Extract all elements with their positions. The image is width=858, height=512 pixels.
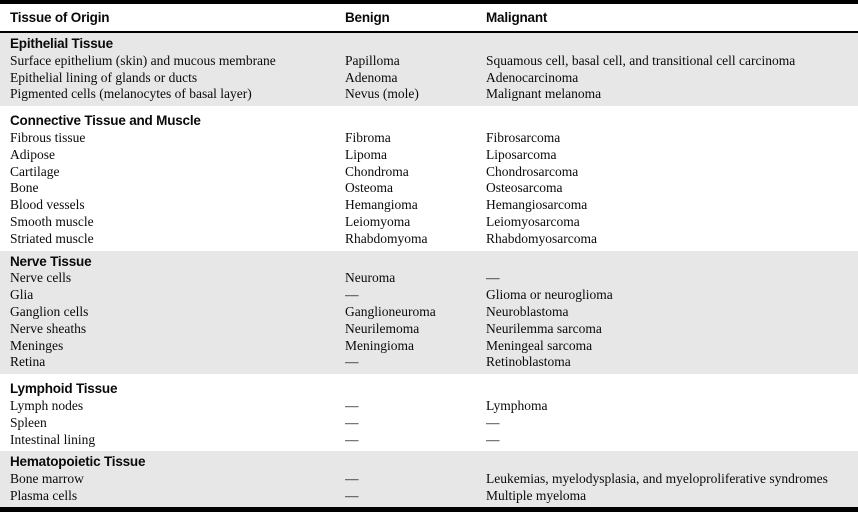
malignant-cell: — (486, 414, 500, 430)
section-title: Epithelial Tissue (10, 36, 113, 51)
benign-cell: — (345, 354, 359, 370)
section-title: Connective Tissue and Muscle (10, 113, 201, 129)
benign-cell: Lipoma (345, 146, 387, 162)
malignant-cell: Fibrosarcoma (486, 129, 561, 145)
malignant-cell: Leukemias, myelodysplasia, and myeloproliferative syndromes (486, 471, 828, 487)
malignant-cell: Multiple myeloma (486, 487, 587, 503)
tissue-cell: Blood vessels (10, 197, 85, 213)
tissue-cell: Glia (10, 287, 34, 303)
table-row (0, 86, 858, 103)
tissue-cell: Nerve sheaths (10, 320, 87, 336)
malignant-cell: Leiomyosarcoma (486, 213, 580, 229)
malignant-cell: Glioma or neuroglioma (486, 287, 613, 303)
malignant-cell: Malignant melanoma (486, 86, 602, 102)
malignant-cell: Liposarcoma (486, 146, 557, 162)
table-row (0, 164, 858, 181)
table-row (0, 432, 858, 449)
malignant-cell: Lymphoma (486, 397, 548, 413)
tissue-cell: Epithelial lining of glands or ducts (10, 69, 198, 85)
section-connective-tissue-and-muscle (0, 106, 858, 250)
column-header-benign: Benign (345, 10, 390, 25)
tissue-cell: Adipose (10, 146, 55, 162)
benign-cell: Neuroma (345, 270, 396, 286)
table-row (0, 147, 858, 164)
tissue-cell: Lymph nodes (10, 397, 84, 413)
benign-cell: Hemangioma (345, 197, 418, 213)
tissue-cell: Plasma cells (10, 487, 78, 503)
benign-cell: Rhabdomyoma (345, 230, 428, 246)
column-header-malignant: Malignant (486, 10, 548, 25)
benign-cell: — (345, 287, 359, 303)
tissue-cell: Meninges (10, 337, 64, 353)
section-title: Lymphoid Tissue (10, 381, 118, 397)
table-row (0, 197, 858, 214)
table-body (0, 33, 858, 508)
malignant-cell: Chondrosarcoma (486, 163, 579, 179)
tissue-cell: Cartilage (10, 163, 60, 179)
table-row (0, 415, 858, 432)
tissue-cell: Smooth muscle (10, 213, 94, 229)
tissue-cell: Ganglion cells (10, 303, 89, 319)
table-row (0, 488, 858, 505)
section-epithelial-tissue (0, 33, 858, 106)
benign-cell: Fibroma (345, 129, 391, 145)
benign-cell: — (345, 431, 359, 447)
malignant-cell: Retinoblastoma (486, 354, 571, 370)
benign-cell: — (345, 471, 359, 487)
table-row (0, 270, 858, 287)
table-row (0, 354, 858, 371)
benign-cell: — (345, 397, 359, 413)
table-row (0, 130, 858, 147)
table-row (0, 321, 858, 338)
benign-cell: Neurilemoma (345, 320, 420, 336)
benign-cell: Ganglioneuroma (345, 303, 436, 319)
tissue-cell: Striated muscle (10, 230, 94, 246)
table-row (0, 338, 858, 355)
section-title: Nerve Tissue (10, 253, 92, 269)
section-lymphoid-tissue (0, 374, 858, 451)
section-hematopoietic-tissue (0, 451, 858, 507)
tissue-cell: Spleen (10, 414, 47, 430)
column-header-tissue-of-origin: Tissue of Origin (10, 10, 110, 25)
benign-cell: — (345, 414, 359, 430)
malignant-cell: Hemangiosarcoma (486, 197, 588, 213)
benign-cell: Nevus (mole) (345, 86, 419, 102)
benign-cell: Osteoma (345, 180, 393, 196)
table-row (0, 471, 858, 488)
malignant-cell: — (486, 270, 500, 286)
tissue-cell: Fibrous tissue (10, 129, 86, 145)
table-row (0, 214, 858, 231)
table-row (0, 53, 858, 70)
tissue-cell: Pigmented cells (melanocytes of basal layer) (10, 86, 252, 102)
benign-cell: Adenoma (345, 69, 398, 85)
tissue-cell: Surface epithelium (skin) and mucous membrane (10, 52, 276, 68)
table-row (0, 304, 858, 321)
table-row (0, 287, 858, 304)
malignant-cell: Adenocarcinoma (486, 69, 579, 85)
benign-cell: — (345, 487, 359, 503)
table-header-row (0, 4, 858, 33)
section-title: Hematopoietic Tissue (10, 454, 146, 470)
malignant-cell: Neurilemma sarcoma (486, 320, 602, 336)
benign-cell: Meningioma (345, 337, 414, 353)
malignant-cell: Osteosarcoma (486, 180, 563, 196)
table-row (0, 398, 858, 415)
malignant-cell: Meningeal sarcoma (486, 337, 593, 353)
benign-cell: Papilloma (345, 52, 400, 68)
tissue-cell: Bone marrow (10, 471, 84, 487)
table-row (0, 70, 858, 87)
tissue-cell: Bone (10, 180, 39, 196)
malignant-cell: Rhabdomyosarcoma (486, 230, 597, 246)
benign-cell: Chondroma (345, 163, 409, 179)
section-nerve-tissue (0, 251, 858, 375)
benign-cell: Leiomyoma (345, 213, 411, 229)
tissue-cell: Retina (10, 354, 46, 370)
tissue-cell: Intestinal lining (10, 431, 96, 447)
malignant-cell: — (486, 431, 500, 447)
table-row (0, 231, 858, 248)
malignant-cell: Squamous cell, basal cell, and transitional cell carcinoma (486, 52, 796, 68)
table-row (0, 180, 858, 197)
malignant-cell: Neuroblastoma (486, 303, 569, 319)
tissue-cell: Nerve cells (10, 270, 72, 286)
